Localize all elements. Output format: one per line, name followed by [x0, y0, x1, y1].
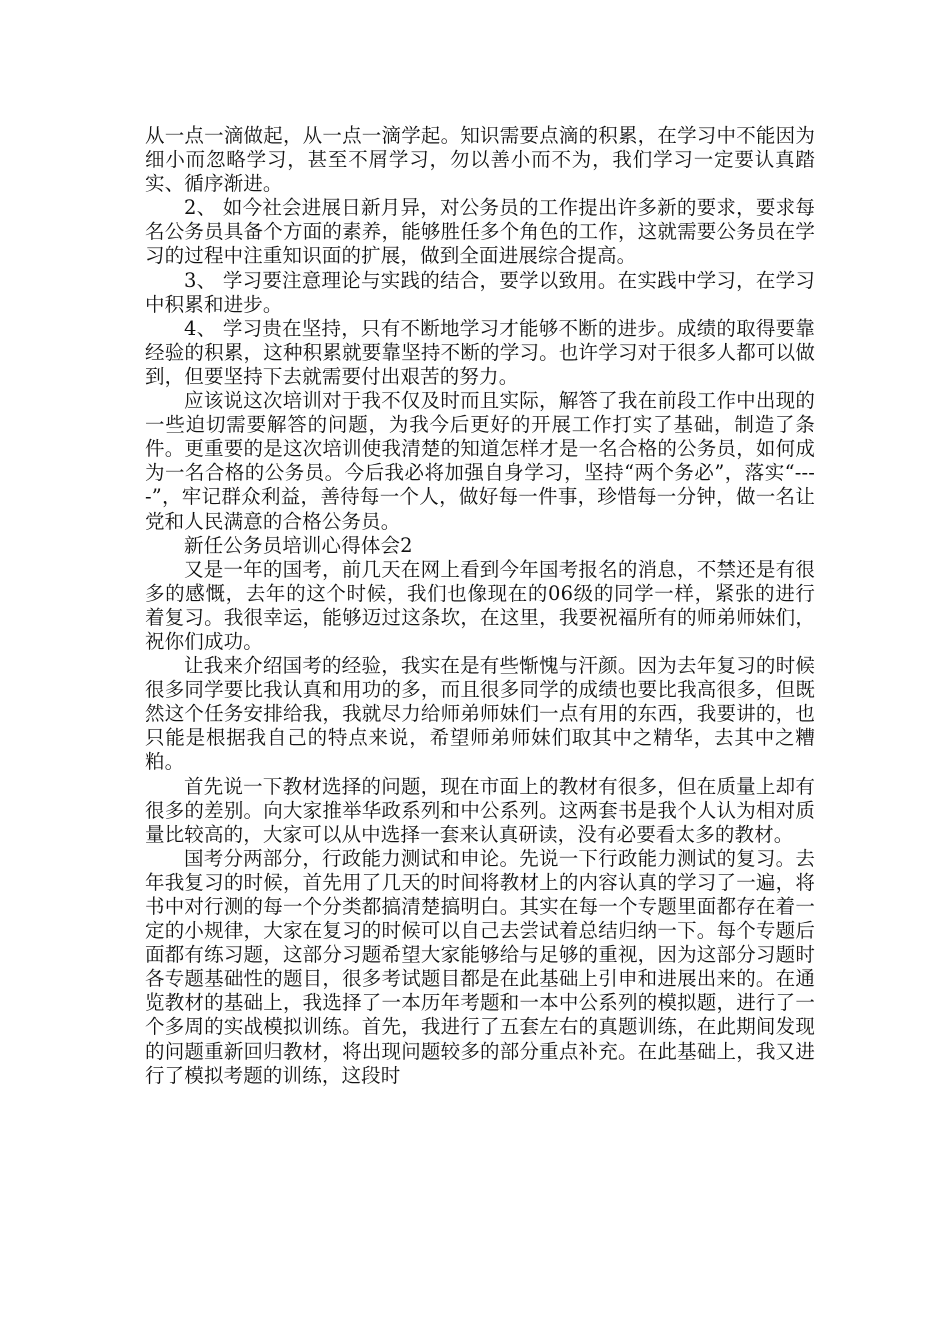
paragraph-point-3: 3、 学习要注意理论与实践的结合，要学以致用。在实践中学习，在学习中积累和进步。 — [145, 268, 815, 316]
paragraph-continuation: 从一点一滴做起，从一点一滴学起。知识需要点滴的积累，在学习中不能因为细小而忽略学习，甚至不屑学习，勿以善小而不为，我们学习一定要认真踏实、循序渐进。 — [145, 124, 815, 196]
paragraph-textbooks: 首先说一下教材选择的问题，现在市面上的教材有很多，但在质量上却有很多的差别。向大家推举华政系列和中公系列。这两套书是我个人认为相对质量比较高的，大家可以从中选择一套来认真研读，没有必要看太多的教材。 — [145, 774, 815, 846]
paragraph-point-4: 4、 学习贵在坚持，只有不断地学习才能够不断的进步。成绩的取得要靠经验的积累，这种积累就要靠坚持不断的学习。也许学习对于很多人都可以做到，但要坚持下去就需要付出艰苦的努力。 — [145, 316, 815, 388]
paragraph-experience: 让我来介绍国考的经验，我实在是有些惭愧与汗颜。因为去年复习的时候很多同学要比我认真和用功的多，而且很多同学的成绩也要比我高很多，但既然这个任务安排给我，我就尽力给师弟师妹们一点有用的东西，我要讲的，也只能是根据我自己的特点来说，希望师弟师妹们取其中之精华，去其中之糟粕。 — [145, 654, 815, 774]
paragraph-exam-parts: 国考分两部分，行政能力测试和申论。先说一下行政能力测试的复习。去年我复习的时候，首先用了几天的时间将教材上的内容认真的学习了一遍，将书中对行测的每一个分类都搞清楚搞明白。其实在每一个专题里面都存在着一定的小规律，大家在复习的时候可以自己去尝试着总结归纳一下。每个专题后面都有练习题，这部分习题希望大家能够给与足够的重视，因为这部分习题时各专题基础性的题目，很多考试题目都是在此基础上引申和进展出来的。在通览教材的基础上，我选择了一本历年考题和一本中公系列的模拟题，进行了一个多周的实战模拟训练。首先，我进行了五套左右的真题训练，在此期间发现的问题重新回归教材，将出现问题较多的部分重点补充。在此基础上，我又进行了模拟考题的训练，这段时 — [145, 846, 815, 1087]
paragraph-conclusion: 应该说这次培训对于我不仅及时而且实际，解答了我在前段工作中出现的一些迫切需要解答的问题，为我今后更好的开展工作打实了基础，制造了条件。更重要的是这次培训使我清楚的知道怎样才是一名合格的公务员，如何成为一名合格的公务员。今后我必将加强自身学习，坚持“两个务必”，落实“----”，牢记群众利益，善待每一个人，做好每一件事，珍惜每一分钟，做一名让党和人民满意的合格公务员。 — [145, 389, 815, 533]
paragraph-intro: 又是一年的国考，前几天在网上看到今年国考报名的消息，不禁还是有很多的感慨，去年的这个时候，我们也像现在的06级的同学一样，紧张的进行着复习。我很幸运，能够迈过这条坎，在这里，我要祝福所有的师弟师妹们，祝你们成功。 — [145, 557, 815, 653]
paragraph-point-2: 2、 如今社会进展日新月异，对公务员的工作提出许多新的要求，要求每名公务员具备个方面的素养，能够胜任多个角色的工作，这就需要公务员在学习的过程中注重知识面的扩展，做到全面进展综合提高。 — [145, 196, 815, 268]
section-heading: 新任公务员培训心得体会2 — [184, 533, 413, 557]
document-body — [145, 124, 815, 1088]
